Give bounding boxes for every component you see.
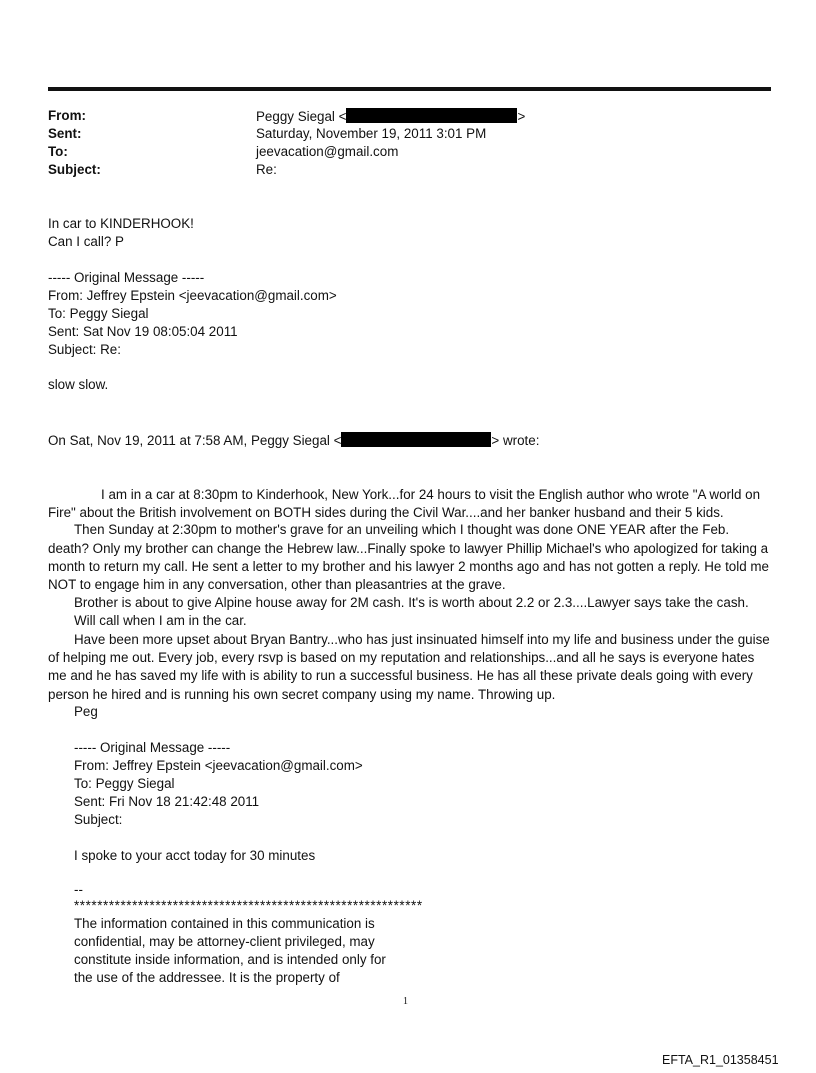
from-suffix: > <box>517 109 526 124</box>
letter-line: Then Sunday at 2:30pm to mother's grave for an unveiling which I thought was done ONE YEAR after the Feb. <box>74 522 730 537</box>
sent-label: Sent: <box>48 126 82 141</box>
to-label: To: <box>48 144 68 159</box>
sent-value: Saturday, November 19, 2011 3:01 PM <box>256 126 487 141</box>
quote-suffix: > wrote: <box>491 433 540 448</box>
original-to: To: Peggy Siegal <box>48 306 149 321</box>
original-to: To: Peggy Siegal <box>74 776 175 791</box>
signoff: Peg <box>74 704 98 719</box>
original-subject: Subject: Re: <box>48 342 121 357</box>
subject-value: Re: <box>256 162 277 177</box>
original-message-marker: ----- Original Message ----- <box>48 270 205 285</box>
disclaimer-line: constitute inside information, and is intended only for <box>74 952 386 967</box>
document-id: EFTA_R1_01358451 <box>662 1053 779 1067</box>
from-value <box>256 108 525 124</box>
letter-paragraph: Have been more upset about Bryan Bantry...who has just insinuated himself into my life and business under the guise of helping me out. Every job, every rsvp is based on my reputation and relationships...and all he says is everyone hates me and he has saved my life with is ability to run a successful business. He has all these private deals going with every person he hired and is running his own secret company using my name. Throwing up. <box>48 632 770 702</box>
original-sent: Sent: Sat Nov 19 08:05:04 2011 <box>48 324 238 339</box>
asterisk-divider: ************************************************************ <box>74 898 423 913</box>
disclaimer-line: confidential, may be attorney-client privileged, may <box>74 934 375 949</box>
letter-line: Brother is about to give Alpine house away for 2M cash. It's is worth about 2.2 or 2.3....Lawyer says take the cash. <box>74 595 749 610</box>
letter-paragraph: death? Only my brother can change the Hebrew law...Finally spoke to lawyer Phillip Michael's who apologized for taking a month to return my call. He sent a letter to my brother and his lawyer 2 months ago and has not gotten a reply. He told me NOT to engage him in any conversation, other than pleasantries at the grave. <box>48 541 769 593</box>
to-value: jeevacation@gmail.com <box>256 144 399 159</box>
redaction-box <box>341 432 491 447</box>
subject-label: Subject: <box>48 162 101 177</box>
signature-dash: -- <box>74 882 83 897</box>
original-from: From: Jeffrey Epstein <jeevacation@gmail.com> <box>48 288 337 303</box>
disclaimer-line: the use of the addressee. It is the property of <box>74 970 340 985</box>
page-number: 1 <box>403 996 408 1007</box>
letter-line: Will call when I am in the car. <box>74 613 247 628</box>
body-line: Can I call? P <box>48 234 124 249</box>
reply-text: slow slow. <box>48 377 109 392</box>
header-rule <box>48 87 771 91</box>
quote-prefix: On Sat, Nov 19, 2011 at 7:58 AM, Peggy Siegal < <box>48 433 342 448</box>
message-text: I spoke to your acct today for 30 minutes <box>74 848 316 863</box>
body-line: In car to KINDERHOOK! <box>48 216 194 231</box>
from-name: Peggy Siegal < <box>256 109 347 124</box>
letter-paragraph: I am in a car at 8:30pm to Kinderhook, New York...for 24 hours to visit the English author who wrote "A world on Fire" about the British involvement on BOTH sides during the Civil War....and her banker husband and their 5 kids. <box>48 487 761 521</box>
disclaimer-line: The information contained in this communication is <box>74 916 375 931</box>
redaction-box <box>346 108 517 123</box>
original-from: From: Jeffrey Epstein <jeevacation@gmail.com> <box>74 758 363 773</box>
quote-header <box>48 432 539 448</box>
from-label: From: <box>48 108 86 123</box>
original-subject: Subject: <box>74 812 123 827</box>
original-message-marker: ----- Original Message ----- <box>74 740 231 755</box>
original-sent: Sent: Fri Nov 18 21:42:48 2011 <box>74 794 260 809</box>
